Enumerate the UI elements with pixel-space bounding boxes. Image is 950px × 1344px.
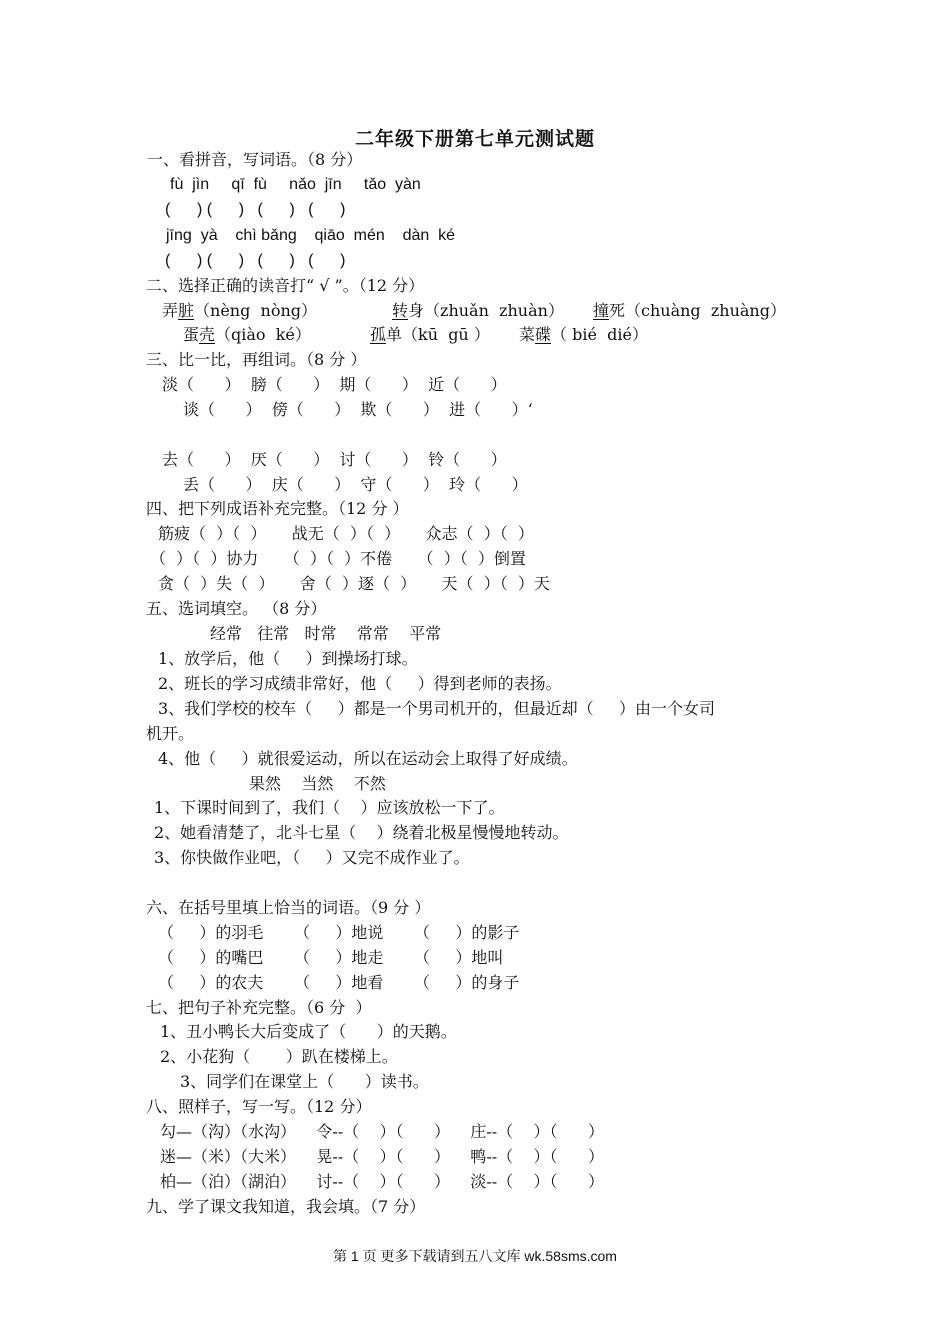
fill-question-3-cont: 机开。 bbox=[146, 724, 195, 743]
pronunciation-item-5 bbox=[370, 324, 490, 346]
compare-row-4: 丢（ ） 庆（ ） 守（ ） 玲（ ） bbox=[183, 475, 528, 494]
example-row-3: 柏—（泊）（湖泊） 讨--（ ）（ ） 淡--（ ）（ ） bbox=[160, 1172, 605, 1191]
pronunciation-item-2 bbox=[392, 300, 564, 322]
sentence-question-1: 1、丑小鸭长大后变成了（ ）的天鹅。 bbox=[160, 1022, 457, 1041]
fill-question-3: 3、我们学校的校车（ ）都是一个男司机开的，但最近却（ ）由一个女司 bbox=[158, 699, 716, 718]
pronunciation-item-1 bbox=[162, 300, 317, 322]
section-8-heading: 八、照样子，写一写。（12 分） bbox=[146, 1097, 372, 1116]
section-6-heading: 六、在括号里填上恰当的词语。（9 分 ） bbox=[146, 898, 431, 917]
section-4-heading: 四、把下列成语补充完整。（12 分 ） bbox=[146, 499, 409, 518]
section-3-heading: 三、比一比，再组词。（8 分 ） bbox=[146, 350, 367, 369]
pronunciation-item-6 bbox=[519, 324, 648, 346]
item-char: 蛋 bbox=[183, 325, 200, 344]
fill-question-1: 1、放学后，他（ ）到操场打球。 bbox=[158, 649, 418, 668]
section-1-heading: 一、看拼音，写词语。（8 分） bbox=[147, 150, 363, 169]
page-footer: 第 1 页 更多下载请到五八文库 wk.58sms.com bbox=[333, 1248, 617, 1264]
answer-blanks-row-2: ( ) ( ) ( ) ( ) bbox=[165, 252, 346, 269]
underlined-char: 转 bbox=[392, 301, 409, 320]
fill-question-6: 2、她看清楚了，北斗七星（ ）绕着北极星慢慢地转动。 bbox=[154, 823, 569, 842]
example-row-1: 勾—（沟）（水沟） 令--（ ）（ ） 庄--（ ）（ ） bbox=[160, 1122, 605, 1141]
underlined-char: 壳 bbox=[199, 325, 216, 344]
idiom-row-1: 筋疲（ ）（ ） 战无（ ）（ ） 众志（ ）（ ） bbox=[158, 524, 534, 543]
pinyin-options: 单（kū gū ） bbox=[386, 325, 490, 344]
pinyin-options: （qiào ké） bbox=[215, 325, 311, 344]
underlined-char: 脏 bbox=[178, 301, 195, 320]
underlined-char: 碟 bbox=[535, 325, 552, 344]
fill-question-2: 2、班长的学习成绩非常好，他（ ）得到老师的表扬。 bbox=[158, 674, 562, 693]
pronunciation-item-4 bbox=[183, 324, 311, 346]
section-7-heading: 七、把句子补充完整。（6 分 ） bbox=[146, 998, 372, 1017]
pinyin-options: 死（chuàng zhuàng） bbox=[609, 301, 786, 320]
section-5-heading: 五、选词填空。 （8 分） bbox=[146, 599, 327, 618]
underlined-char: 撞 bbox=[593, 301, 610, 320]
fill-question-7: 3、你快做作业吧，（ ）又完不成作业了。 bbox=[154, 848, 470, 867]
section-2-heading: 二、选择正确的读音打“ √ ”。（12 分） bbox=[146, 276, 425, 295]
compare-row-2: 谈（ ） 傍（ ） 欺（ ） 进（ ）‘ bbox=[183, 400, 533, 419]
phrase-row-1: （ ）的羽毛 （ ）地说 （ ）的影子 bbox=[158, 923, 520, 942]
pinyin-options: （ bié dié） bbox=[551, 325, 648, 344]
pinyin-options: 身（zhuǎn zhuàn） bbox=[408, 301, 564, 320]
sentence-question-3: 3、同学们在课堂上（ ）读书。 bbox=[180, 1072, 429, 1091]
section-9-heading: 九、学了课文我知道，我会填。（7 分） bbox=[146, 1197, 426, 1216]
item-char: 弄 bbox=[162, 301, 179, 320]
phrase-row-2: （ ）的嘴巴 （ ）地走 （ ）地叫 bbox=[158, 948, 504, 967]
compare-row-1: 淡（ ） 膀（ ） 期（ ） 近（ ） bbox=[162, 375, 507, 394]
underlined-char: 孤 bbox=[370, 325, 387, 344]
pinyin-options: （nèng nòng） bbox=[194, 301, 318, 320]
word-choices-1: 经常 往常 时常 常常 平常 bbox=[210, 624, 442, 643]
page-title: 二年级下册第七单元测试题 bbox=[354, 128, 595, 150]
idiom-row-2: （ ）（ ）协力 （ ）（ ）不倦 （ ）（ ）倒置 bbox=[150, 549, 526, 568]
fill-question-5: 1、下课时间到了，我们（ ）应该放松一下了。 bbox=[154, 798, 505, 817]
compare-row-3: 去（ ） 厌（ ） 讨（ ） 铃（ ） bbox=[162, 450, 507, 469]
example-row-2: 迷—（米）（大米） 晃--（ ）（ ） 鸭--（ ）（ ） bbox=[160, 1147, 605, 1166]
sentence-question-2: 2、小花狗（ ）趴在楼梯上。 bbox=[160, 1047, 398, 1066]
pinyin-row-2: jīng yà chì bǎng qiāo mén dàn ké bbox=[166, 227, 456, 244]
item-char: 菜 bbox=[519, 325, 536, 344]
idiom-row-3: 贪（ ）失（ ） 舍（ ）逐（ ） 天（ ）（ ）天 bbox=[158, 574, 550, 593]
phrase-row-3: （ ）的农夫 （ ）地看 （ ）的身子 bbox=[158, 973, 520, 992]
fill-question-4: 4、他（ ）就很爱运动，所以在运动会上取得了好成绩。 bbox=[158, 749, 578, 768]
answer-blanks-row-1: ( ) ( ) ( ) ( ) bbox=[165, 201, 346, 218]
pronunciation-item-3 bbox=[593, 300, 786, 322]
pinyin-row-1: fù jìn qī fù nǎo jīn tǎo yàn bbox=[170, 176, 421, 193]
word-choices-2: 果然 当然 不然 bbox=[249, 774, 386, 793]
